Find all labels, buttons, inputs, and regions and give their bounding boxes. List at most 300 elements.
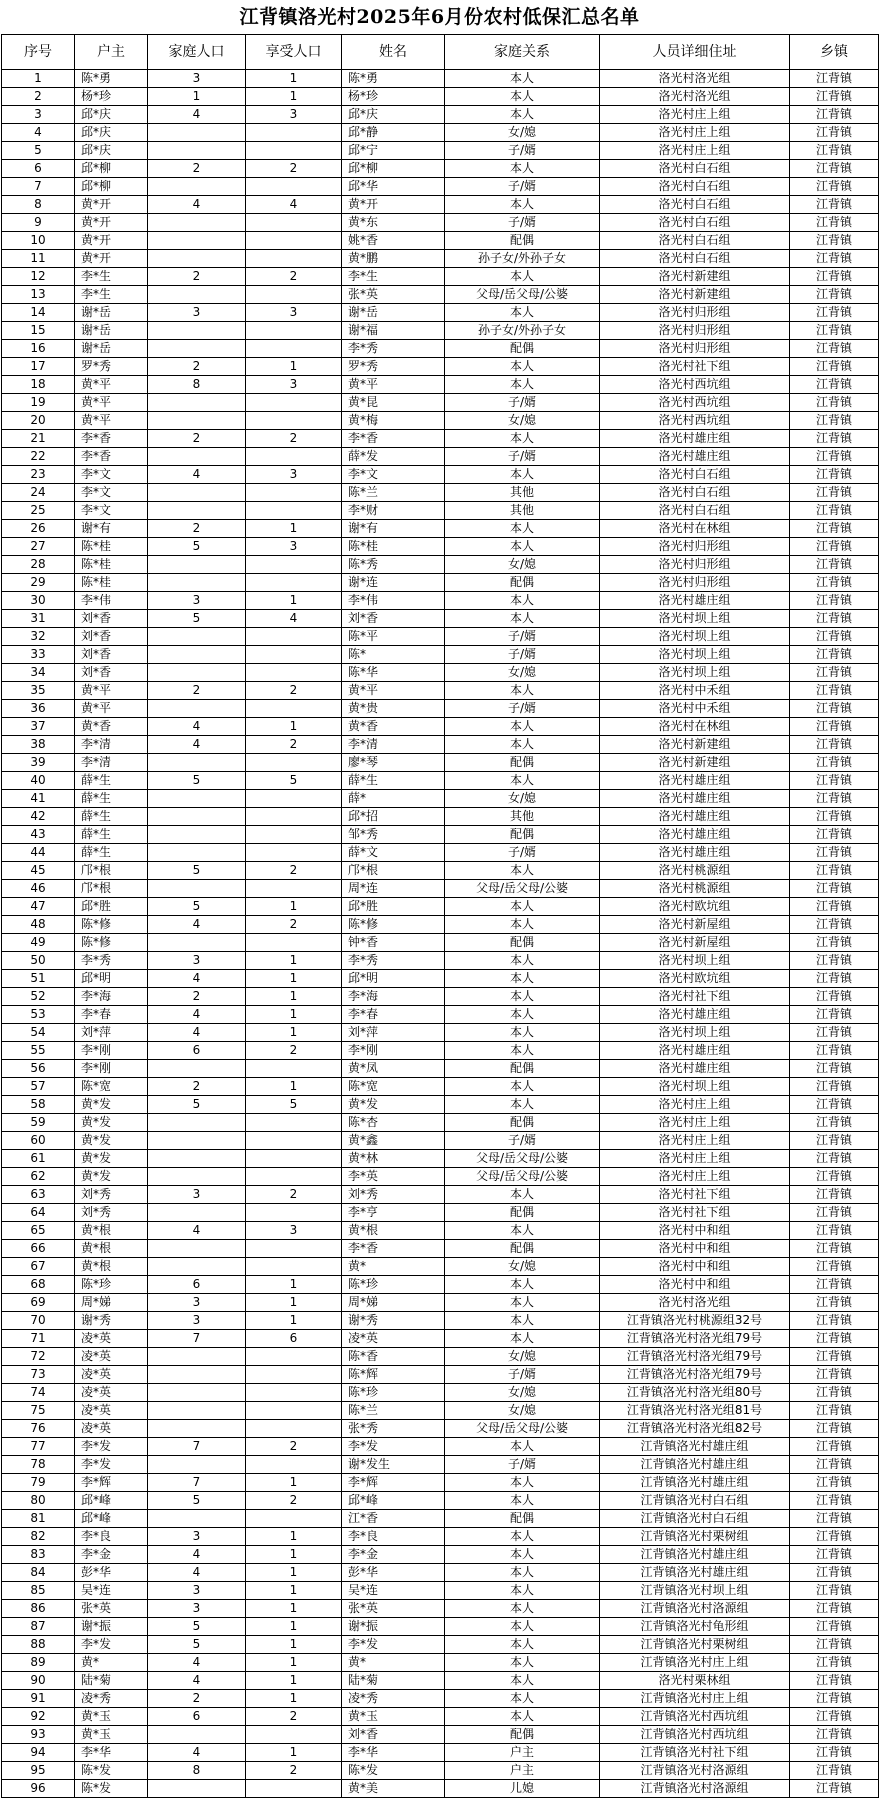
cell-beneficiaries: 2 <box>246 160 342 178</box>
table-row <box>2 70 879 88</box>
cell-relation: 本人 <box>445 1294 600 1312</box>
cell-township: 江背镇 <box>790 376 879 394</box>
cell-relation: 父母/岳父母/公婆 <box>445 1420 600 1438</box>
cell-beneficiaries: 1 <box>246 1618 342 1636</box>
cell-seq: 92 <box>2 1708 75 1726</box>
cell-household-head: 李*发 <box>75 1438 148 1456</box>
cell-address: 江背镇洛光村洛源组 <box>600 1780 790 1798</box>
cell-relation: 本人 <box>445 1312 600 1330</box>
cell-relation: 本人 <box>445 466 600 484</box>
cell-address: 江背镇洛光村洛光组82号 <box>600 1420 790 1438</box>
cell-address: 洛光村归形组 <box>600 574 790 592</box>
cell-beneficiaries: 3 <box>246 304 342 322</box>
cell-beneficiaries <box>246 1060 342 1078</box>
cell-address: 江背镇洛光村西坑组 <box>600 1708 790 1726</box>
cell-household-head: 刘*香 <box>75 610 148 628</box>
cell-township: 江背镇 <box>790 1258 879 1276</box>
cell-beneficiaries: 1 <box>246 1654 342 1672</box>
cell-family-size <box>148 934 246 952</box>
cell-family-size: 2 <box>148 988 246 1006</box>
cell-beneficiaries <box>246 484 342 502</box>
cell-family-size: 4 <box>148 196 246 214</box>
cell-family-size: 3 <box>148 1528 246 1546</box>
table-row <box>2 1294 879 1312</box>
cell-seq: 12 <box>2 268 75 286</box>
cell-name: 陈*兰 <box>342 484 445 502</box>
cell-township: 江背镇 <box>790 178 879 196</box>
cell-township: 江背镇 <box>790 898 879 916</box>
cell-name: 陈*修 <box>342 916 445 934</box>
cell-family-size <box>148 322 246 340</box>
cell-relation: 配偶 <box>445 934 600 952</box>
cell-household-head: 邱*胜 <box>75 898 148 916</box>
cell-family-size: 3 <box>148 592 246 610</box>
cell-relation: 本人 <box>445 1690 600 1708</box>
cell-relation: 女/媳 <box>445 664 600 682</box>
cell-address: 洛光村归形组 <box>600 322 790 340</box>
cell-township: 江背镇 <box>790 844 879 862</box>
cell-beneficiaries: 1 <box>246 1546 342 1564</box>
cell-address: 洛光村雄庄组 <box>600 826 790 844</box>
cell-beneficiaries: 1 <box>246 1672 342 1690</box>
cell-township: 江背镇 <box>790 340 879 358</box>
cell-household-head: 刘*秀 <box>75 1204 148 1222</box>
cell-address: 洛光村西坑组 <box>600 394 790 412</box>
cell-seq: 1 <box>2 70 75 88</box>
cell-relation: 本人 <box>445 592 600 610</box>
cell-township: 江背镇 <box>790 1438 879 1456</box>
cell-township: 江背镇 <box>790 358 879 376</box>
cell-beneficiaries: 1 <box>246 1564 342 1582</box>
cell-name: 陈*宽 <box>342 1078 445 1096</box>
cell-household-head: 凌*英 <box>75 1402 148 1420</box>
table-row <box>2 1474 879 1492</box>
cell-address: 洛光村庄上组 <box>600 142 790 160</box>
table-row <box>2 988 879 1006</box>
cell-household-head: 邱*庆 <box>75 142 148 160</box>
cell-relation: 父母/岳父母/公婆 <box>445 1168 600 1186</box>
table-row <box>2 646 879 664</box>
table-row <box>2 538 879 556</box>
table-row <box>2 1384 879 1402</box>
table-row <box>2 1258 879 1276</box>
cell-beneficiaries: 1 <box>246 1312 342 1330</box>
cell-name: 黄*凤 <box>342 1060 445 1078</box>
cell-address: 洛光村社下组 <box>600 1204 790 1222</box>
cell-name: 邱*华 <box>342 178 445 196</box>
cell-beneficiaries: 2 <box>246 1186 342 1204</box>
table-row <box>2 232 879 250</box>
cell-seq: 45 <box>2 862 75 880</box>
cell-seq: 43 <box>2 826 75 844</box>
cell-household-head: 李*发 <box>75 1636 148 1654</box>
cell-township: 江背镇 <box>790 772 879 790</box>
cell-family-size: 4 <box>148 718 246 736</box>
cell-township: 江背镇 <box>790 574 879 592</box>
cell-family-size <box>148 1780 246 1798</box>
cell-household-head: 李*春 <box>75 1006 148 1024</box>
cell-name: 刘*香 <box>342 610 445 628</box>
cell-address: 洛光村白石组 <box>600 196 790 214</box>
cell-name: 陈*杏 <box>342 1114 445 1132</box>
cell-township: 江背镇 <box>790 970 879 988</box>
table-row <box>2 250 879 268</box>
cell-relation: 本人 <box>445 682 600 700</box>
cell-family-size <box>148 178 246 196</box>
cell-address: 洛光村雄庄组 <box>600 592 790 610</box>
cell-family-size <box>148 1384 246 1402</box>
cell-family-size: 1 <box>148 88 246 106</box>
cell-address: 洛光村坝上组 <box>600 952 790 970</box>
table-row <box>2 1492 879 1510</box>
cell-address: 洛光村白石组 <box>600 160 790 178</box>
table-row <box>2 1708 879 1726</box>
cell-seq: 8 <box>2 196 75 214</box>
cell-family-size: 2 <box>148 682 246 700</box>
table-row <box>2 1636 879 1654</box>
cell-beneficiaries: 1 <box>246 1690 342 1708</box>
cell-family-size <box>148 124 246 142</box>
cell-family-size: 3 <box>148 1294 246 1312</box>
table-row <box>2 862 879 880</box>
cell-beneficiaries: 1 <box>246 1528 342 1546</box>
cell-name: 黄*东 <box>342 214 445 232</box>
cell-address: 江背镇洛光村雄庄组 <box>600 1438 790 1456</box>
cell-name: 陈*华 <box>342 664 445 682</box>
cell-beneficiaries <box>246 1168 342 1186</box>
cell-township: 江背镇 <box>790 286 879 304</box>
cell-township: 江背镇 <box>790 718 879 736</box>
cell-household-head: 邱*柳 <box>75 178 148 196</box>
cell-household-head: 邝*根 <box>75 880 148 898</box>
cell-relation: 本人 <box>445 1186 600 1204</box>
cell-family-size: 5 <box>148 898 246 916</box>
cell-household-head: 邱*庆 <box>75 106 148 124</box>
cell-household-head: 薛*生 <box>75 790 148 808</box>
cell-seq: 44 <box>2 844 75 862</box>
cell-relation: 本人 <box>445 1708 600 1726</box>
cell-beneficiaries <box>246 178 342 196</box>
cell-address: 洛光村庄上组 <box>600 1114 790 1132</box>
table-row <box>2 1312 879 1330</box>
table-row <box>2 610 879 628</box>
cell-family-size: 7 <box>148 1438 246 1456</box>
cell-relation: 配偶 <box>445 1060 600 1078</box>
cell-township: 江背镇 <box>790 862 879 880</box>
cell-seq: 50 <box>2 952 75 970</box>
cell-township: 江背镇 <box>790 1186 879 1204</box>
cell-household-head: 黄*发 <box>75 1150 148 1168</box>
cell-township: 江背镇 <box>790 1294 879 1312</box>
cell-household-head: 邱*明 <box>75 970 148 988</box>
cell-beneficiaries: 1 <box>246 520 342 538</box>
cell-relation: 配偶 <box>445 1240 600 1258</box>
cell-family-size <box>148 700 246 718</box>
cell-relation: 本人 <box>445 1276 600 1294</box>
cell-family-size <box>148 214 246 232</box>
cell-address: 江背镇洛光村雄庄组 <box>600 1546 790 1564</box>
cell-address: 洛光村归形组 <box>600 538 790 556</box>
cell-address: 洛光村雄庄组 <box>600 808 790 826</box>
cell-township: 江背镇 <box>790 1150 879 1168</box>
cell-family-size: 4 <box>148 916 246 934</box>
cell-name: 吴*连 <box>342 1582 445 1600</box>
cell-address: 洛光村白石组 <box>600 502 790 520</box>
cell-household-head: 李*文 <box>75 502 148 520</box>
cell-name: 彭*华 <box>342 1564 445 1582</box>
cell-beneficiaries <box>246 754 342 772</box>
table-row <box>2 106 879 124</box>
table-row <box>2 1420 879 1438</box>
cell-beneficiaries <box>246 250 342 268</box>
cell-seq: 28 <box>2 556 75 574</box>
cell-household-head: 邱*峰 <box>75 1492 148 1510</box>
cell-household-head: 薛*生 <box>75 772 148 790</box>
cell-family-size: 5 <box>148 1096 246 1114</box>
cell-name: 刘*萍 <box>342 1024 445 1042</box>
cell-seq: 18 <box>2 376 75 394</box>
cell-township: 江背镇 <box>790 1006 879 1024</box>
cell-name: 黄*发 <box>342 1096 445 1114</box>
cell-name: 刘*秀 <box>342 1186 445 1204</box>
cell-name: 邝*根 <box>342 862 445 880</box>
cell-seq: 87 <box>2 1618 75 1636</box>
cell-seq: 42 <box>2 808 75 826</box>
cell-family-size <box>148 1168 246 1186</box>
cell-household-head: 黄*根 <box>75 1258 148 1276</box>
cell-beneficiaries: 1 <box>246 898 342 916</box>
table-row <box>2 448 879 466</box>
cell-beneficiaries: 1 <box>246 988 342 1006</box>
cell-address: 洛光村中禾组 <box>600 700 790 718</box>
cell-family-size <box>148 232 246 250</box>
cell-beneficiaries: 2 <box>246 862 342 880</box>
cell-address: 洛光村雄庄组 <box>600 772 790 790</box>
table-row <box>2 1240 879 1258</box>
cell-name: 邱*庆 <box>342 106 445 124</box>
cell-relation: 本人 <box>445 538 600 556</box>
cell-family-size: 4 <box>148 1744 246 1762</box>
cell-township: 江背镇 <box>790 610 879 628</box>
cell-household-head: 黄*根 <box>75 1222 148 1240</box>
cell-seq: 2 <box>2 88 75 106</box>
cell-beneficiaries <box>246 1726 342 1744</box>
cell-household-head: 黄*开 <box>75 214 148 232</box>
cell-name: 黄*香 <box>342 718 445 736</box>
cell-address: 洛光村桃源组 <box>600 880 790 898</box>
cell-beneficiaries <box>246 1240 342 1258</box>
cell-family-size <box>148 1348 246 1366</box>
cell-township: 江背镇 <box>790 214 879 232</box>
cell-beneficiaries: 1 <box>246 1078 342 1096</box>
cell-name: 凌*英 <box>342 1330 445 1348</box>
cell-household-head: 杨*珍 <box>75 88 148 106</box>
cell-township: 江背镇 <box>790 1726 879 1744</box>
cell-family-size: 5 <box>148 1618 246 1636</box>
cell-name: 黄*昆 <box>342 394 445 412</box>
cell-name: 薛*文 <box>342 844 445 862</box>
cell-family-size <box>148 142 246 160</box>
table-row <box>2 1186 879 1204</box>
cell-township: 江背镇 <box>790 1366 879 1384</box>
cell-beneficiaries: 1 <box>246 970 342 988</box>
cell-beneficiaries <box>246 1204 342 1222</box>
cell-name: 谢*振 <box>342 1618 445 1636</box>
cell-township: 江背镇 <box>790 1690 879 1708</box>
cell-household-head: 谢*岳 <box>75 304 148 322</box>
cell-name: 钟*香 <box>342 934 445 952</box>
table-row <box>2 592 879 610</box>
cell-family-size: 2 <box>148 430 246 448</box>
cell-relation: 本人 <box>445 1042 600 1060</box>
cell-name: 邱*峰 <box>342 1492 445 1510</box>
table-row <box>2 1042 879 1060</box>
cell-household-head: 谢*有 <box>75 520 148 538</box>
cell-seq: 67 <box>2 1258 75 1276</box>
table-row <box>2 430 879 448</box>
cell-name: 张*英 <box>342 286 445 304</box>
cell-family-size <box>148 1150 246 1168</box>
cell-seq: 35 <box>2 682 75 700</box>
table-row <box>2 304 879 322</box>
cell-beneficiaries: 1 <box>246 1294 342 1312</box>
cell-seq: 81 <box>2 1510 75 1528</box>
cell-name: 邱*胜 <box>342 898 445 916</box>
cell-relation: 本人 <box>445 1078 600 1096</box>
cell-seq: 86 <box>2 1600 75 1618</box>
table-row <box>2 934 879 952</box>
cell-seq: 57 <box>2 1078 75 1096</box>
header-household-head: 户主 <box>75 35 148 70</box>
cell-name: 李*金 <box>342 1546 445 1564</box>
cell-relation: 女/媳 <box>445 556 600 574</box>
table-row <box>2 1060 879 1078</box>
cell-beneficiaries <box>246 628 342 646</box>
cell-township: 江背镇 <box>790 916 879 934</box>
cell-name: 黄*平 <box>342 376 445 394</box>
cell-township: 江背镇 <box>790 142 879 160</box>
cell-family-size <box>148 286 246 304</box>
cell-seq: 51 <box>2 970 75 988</box>
cell-family-size: 3 <box>148 1582 246 1600</box>
cell-address: 洛光村新建组 <box>600 268 790 286</box>
cell-beneficiaries: 2 <box>246 682 342 700</box>
table-row <box>2 1600 879 1618</box>
cell-relation: 配偶 <box>445 1510 600 1528</box>
cell-address: 洛光村中和组 <box>600 1240 790 1258</box>
cell-family-size: 4 <box>148 1006 246 1024</box>
cell-relation: 本人 <box>445 106 600 124</box>
cell-township: 江背镇 <box>790 1402 879 1420</box>
cell-seq: 40 <box>2 772 75 790</box>
cell-relation: 本人 <box>445 862 600 880</box>
cell-township: 江背镇 <box>790 1276 879 1294</box>
cell-seq: 23 <box>2 466 75 484</box>
cell-household-head: 陈*发 <box>75 1762 148 1780</box>
cell-beneficiaries: 5 <box>246 1096 342 1114</box>
cell-relation: 子/婿 <box>445 142 600 160</box>
table-row <box>2 322 879 340</box>
table-row <box>2 1762 879 1780</box>
cell-household-head: 陈*发 <box>75 1780 148 1798</box>
table-row <box>2 1528 879 1546</box>
cell-family-size <box>148 790 246 808</box>
cell-address: 洛光村坝上组 <box>600 664 790 682</box>
table-row <box>2 1726 879 1744</box>
cell-name: 李*伟 <box>342 592 445 610</box>
cell-address: 洛光村归形组 <box>600 304 790 322</box>
cell-family-size <box>148 1366 246 1384</box>
cell-township: 江背镇 <box>790 124 879 142</box>
cell-address: 江背镇洛光村洛光组79号 <box>600 1330 790 1348</box>
cell-seq: 52 <box>2 988 75 1006</box>
cell-township: 江背镇 <box>790 1060 879 1078</box>
table-row <box>2 1402 879 1420</box>
cell-beneficiaries: 2 <box>246 268 342 286</box>
cell-seq: 70 <box>2 1312 75 1330</box>
table-row <box>2 808 879 826</box>
cell-township: 江背镇 <box>790 1042 879 1060</box>
header-name: 姓名 <box>342 35 445 70</box>
cell-family-size: 6 <box>148 1708 246 1726</box>
cell-address: 洛光村中和组 <box>600 1222 790 1240</box>
cell-household-head: 黄*平 <box>75 700 148 718</box>
table-row <box>2 466 879 484</box>
cell-seq: 75 <box>2 1402 75 1420</box>
cell-family-size <box>148 340 246 358</box>
cell-seq: 79 <box>2 1474 75 1492</box>
cell-beneficiaries <box>246 1780 342 1798</box>
cell-beneficiaries: 1 <box>246 1276 342 1294</box>
cell-household-head: 陈*修 <box>75 916 148 934</box>
cell-township: 江背镇 <box>790 1330 879 1348</box>
cell-family-size <box>148 574 246 592</box>
cell-seq: 17 <box>2 358 75 376</box>
table-row <box>2 484 879 502</box>
cell-relation: 父母/岳父母/公婆 <box>445 880 600 898</box>
cell-beneficiaries: 1 <box>246 1024 342 1042</box>
cell-township: 江背镇 <box>790 160 879 178</box>
cell-household-head: 黄*香 <box>75 718 148 736</box>
cell-name: 李*发 <box>342 1636 445 1654</box>
cell-address: 洛光村白石组 <box>600 484 790 502</box>
cell-name: 薛*发 <box>342 448 445 466</box>
cell-beneficiaries <box>246 556 342 574</box>
cell-name: 李*良 <box>342 1528 445 1546</box>
cell-address: 江背镇洛光村雄庄组 <box>600 1456 790 1474</box>
cell-beneficiaries <box>246 1150 342 1168</box>
cell-address: 江背镇洛光村栗树组 <box>600 1528 790 1546</box>
cell-township: 江背镇 <box>790 394 879 412</box>
cell-family-size: 4 <box>148 1024 246 1042</box>
cell-township: 江背镇 <box>790 592 879 610</box>
cell-relation: 本人 <box>445 1474 600 1492</box>
cell-household-head: 黄*开 <box>75 250 148 268</box>
cell-address: 洛光村桃源组 <box>600 862 790 880</box>
cell-address: 江背镇洛光村西坑组 <box>600 1726 790 1744</box>
cell-relation: 子/婿 <box>445 646 600 664</box>
cell-township: 江背镇 <box>790 1222 879 1240</box>
cell-household-head: 李*清 <box>75 736 148 754</box>
cell-family-size: 5 <box>148 862 246 880</box>
cell-name: 李*财 <box>342 502 445 520</box>
cell-seq: 41 <box>2 790 75 808</box>
cell-seq: 56 <box>2 1060 75 1078</box>
cell-name: 谢*有 <box>342 520 445 538</box>
cell-beneficiaries: 5 <box>246 772 342 790</box>
cell-township: 江背镇 <box>790 826 879 844</box>
cell-beneficiaries: 1 <box>246 358 342 376</box>
